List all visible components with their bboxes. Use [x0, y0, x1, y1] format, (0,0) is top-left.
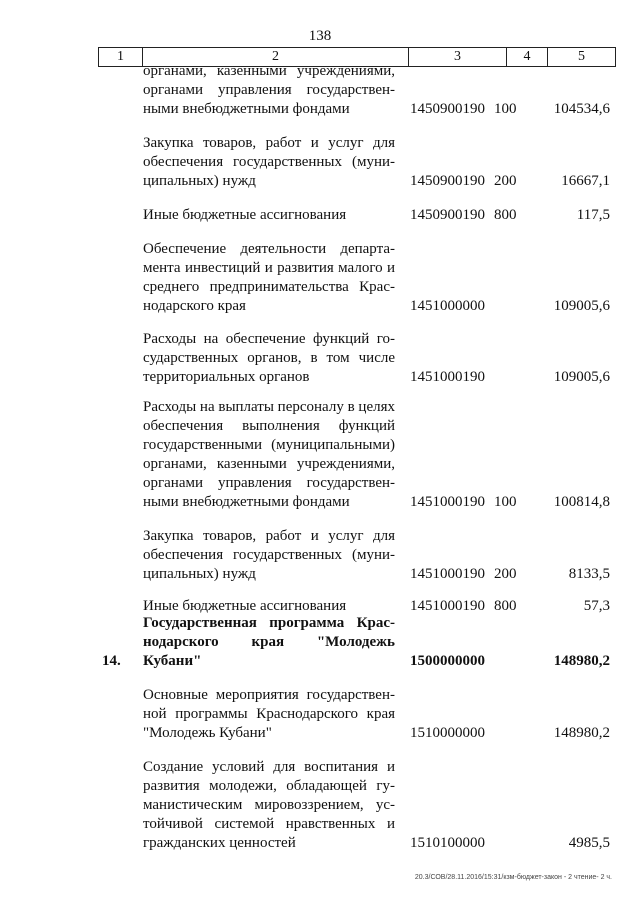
row-description: Расходы на выплаты персоналу в целях обеспечения выполнения функций государственными (муниципальными) органами, казенными учреждениями, органами управления государственными внебюджетными фондами: [143, 399, 395, 510]
row-amount: 109005,6: [553, 369, 610, 385]
row-number: 14.: [102, 653, 121, 669]
row-expense-type: 200: [494, 173, 517, 189]
header-col-4: 4: [506, 48, 547, 66]
table-row: [98, 596, 616, 616]
row-amount: 16667,1: [561, 173, 610, 189]
row-amount: 4985,5: [568, 835, 610, 851]
row-code: 1450900190: [410, 101, 485, 117]
row-code: 1451000000: [410, 298, 485, 314]
header-col-3: 3: [408, 48, 506, 66]
row-description: Создание условий для воспитания и развития молодежи, обладающей гуманистическим мировоззрением, устойчивой системой нравственных и гражданских ценностей: [143, 759, 395, 851]
row-amount: 104534,6: [553, 101, 610, 117]
row-code: 1450900190: [410, 173, 485, 189]
row-description: органами, казенными учреждениями, органами управления государственными внебюджетными фондами: [143, 63, 395, 117]
row-code: 1451000190: [410, 494, 485, 510]
row-description: Государственная программа Краснодарского края "Молодежь Кубани": [143, 615, 395, 669]
row-description: Иные бюджетные ассигнования: [143, 207, 347, 223]
row-amount: 148980,2: [553, 725, 610, 741]
row-code: 1451000190: [410, 598, 485, 614]
page-number: 138: [308, 28, 332, 44]
table-row: [98, 63, 616, 119]
document-footer: 20.3/СОВ/28.11.2016/15:31/кзм-бюджет-закон - 2 чтение- 2 ч.: [414, 874, 612, 881]
row-expense-type: 100: [494, 494, 517, 510]
table-row: [98, 327, 616, 387]
table-row: [98, 400, 616, 512]
row-expense-type: 800: [494, 207, 517, 223]
table-row-program: [98, 615, 616, 671]
table-row: [98, 524, 616, 584]
row-description: Иные бюджетные ассигнования: [143, 598, 347, 614]
row-amount: 57,3: [583, 598, 610, 614]
row-description: Расходы на обеспечение функций государственных органов, в том числе территориальных органов: [143, 331, 395, 385]
table-row: [98, 134, 616, 191]
row-description: Обеспечение деятельности департамента инвестиций и развития малого и среднего предпринимательства Краснодарского края: [143, 241, 395, 314]
row-description: Основные мероприятия государственной программы Краснодарского края "Молодежь Кубани": [143, 687, 395, 741]
header-col-1: 1: [98, 48, 142, 66]
table-row: [98, 684, 616, 743]
row-amount: 117,5: [576, 207, 610, 223]
header-col-2: 2: [142, 48, 408, 66]
table-row: [98, 238, 616, 316]
row-description: Закупка товаров, работ и услуг для обеспечения государственных (муниципальных) нужд: [143, 135, 395, 189]
row-amount: 148980,2: [553, 653, 610, 669]
table-row: [98, 758, 616, 853]
header-col-5: 5: [547, 48, 616, 66]
row-code: 1451000190: [410, 566, 485, 582]
table-row: [98, 205, 616, 225]
row-code: 1510100000: [410, 835, 485, 851]
row-expense-type: 800: [494, 598, 517, 614]
row-amount: 8133,5: [568, 566, 610, 582]
row-code: 1450900190: [410, 207, 485, 223]
row-description: Закупка товаров, работ и услуг для обеспечения государственных (муниципальных) нужд: [143, 528, 395, 582]
row-expense-type: 100: [494, 101, 517, 117]
row-code: 1500000000: [410, 653, 485, 669]
row-code: 1451000190: [410, 369, 485, 385]
row-expense-type: 200: [494, 566, 517, 582]
row-amount: 100814,8: [553, 494, 610, 510]
row-amount: 109005,6: [553, 298, 610, 314]
row-code: 1510000000: [410, 725, 485, 741]
